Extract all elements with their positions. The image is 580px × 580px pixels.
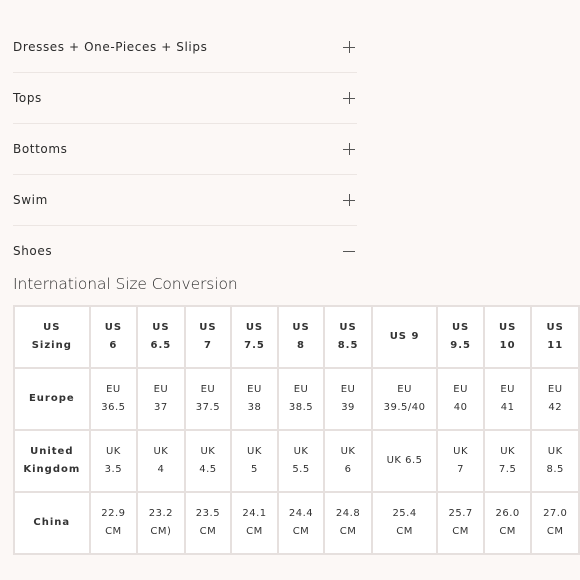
table-cell: EU 41 xyxy=(484,368,532,430)
accordion-label: Shoes xyxy=(13,244,53,258)
table-cell: US 7 xyxy=(185,306,232,368)
table-cell: US 10 xyxy=(484,306,532,368)
table-cell: EU 39 xyxy=(324,368,372,430)
size-table-container xyxy=(13,305,580,555)
plus-icon[interactable] xyxy=(343,41,355,53)
table-header-row xyxy=(14,306,579,368)
table-cell: 23.2 CM) xyxy=(137,492,185,554)
accordion-label: Swim xyxy=(13,193,48,207)
table-cell: US 8.5 xyxy=(324,306,372,368)
table-cell: 24.1 CM xyxy=(231,492,278,554)
minus-icon[interactable] xyxy=(343,245,355,257)
table-cell: 23.5 CM xyxy=(185,492,232,554)
table-cell: 24.4 CM xyxy=(278,492,325,554)
table-cell: US 9.5 xyxy=(437,306,484,368)
size-category-accordion xyxy=(13,22,357,276)
size-conversion-table xyxy=(13,305,580,555)
table-cell: US 6 xyxy=(90,306,138,368)
table-cell: 22.9 CM xyxy=(90,492,138,554)
table-cell: EU 37.5 xyxy=(185,368,232,430)
table-cell: UK 6.5 xyxy=(372,430,438,492)
accordion-label: Bottoms xyxy=(13,142,68,156)
table-cell: UK 5 xyxy=(231,430,278,492)
table-cell: US 9 xyxy=(372,306,438,368)
table-cell: EU 39.5/40 xyxy=(372,368,438,430)
table-cell: US 7.5 xyxy=(231,306,278,368)
plus-icon[interactable] xyxy=(343,92,355,104)
table-row-united-kingdom xyxy=(14,430,579,492)
table-cell: EU 36.5 xyxy=(90,368,138,430)
row-header-europe: Europe xyxy=(14,368,90,430)
table-cell: UK 4 xyxy=(137,430,185,492)
table-cell: 26.0 CM xyxy=(484,492,532,554)
table-cell: UK 3.5 xyxy=(90,430,138,492)
table-row-europe xyxy=(14,368,579,430)
table-cell: EU 38.5 xyxy=(278,368,325,430)
table-cell: UK 6 xyxy=(324,430,372,492)
accordion-label: Tops xyxy=(13,91,42,105)
table-row-china xyxy=(14,492,579,554)
row-header-united-kingdom: United Kingdom xyxy=(14,430,90,492)
table-cell: UK 8.5 xyxy=(531,430,579,492)
table-cell: 25.7 CM xyxy=(437,492,484,554)
table-cell: UK 7 xyxy=(437,430,484,492)
table-cell: EU 40 xyxy=(437,368,484,430)
row-header-us-sizing: US Sizing xyxy=(14,306,90,368)
accordion-item-swim[interactable] xyxy=(13,175,357,226)
table-cell: UK 5.5 xyxy=(278,430,325,492)
plus-icon[interactable] xyxy=(343,143,355,155)
table-cell: US 8 xyxy=(278,306,325,368)
table-cell: US 11 xyxy=(531,306,579,368)
section-title: International Size Conversion xyxy=(13,275,238,293)
accordion-item-tops[interactable] xyxy=(13,73,357,124)
row-header-china: China xyxy=(14,492,90,554)
table-cell: UK 7.5 xyxy=(484,430,532,492)
accordion-item-bottoms[interactable] xyxy=(13,124,357,175)
table-cell: 27.0 CM xyxy=(531,492,579,554)
table-cell: EU 37 xyxy=(137,368,185,430)
accordion-label: Dresses + One-Pieces + Slips xyxy=(13,40,208,54)
accordion-item-dresses[interactable] xyxy=(13,22,357,73)
accordion-item-shoes[interactable] xyxy=(13,226,357,276)
table-cell: EU 42 xyxy=(531,368,579,430)
table-cell: EU 38 xyxy=(231,368,278,430)
plus-icon[interactable] xyxy=(343,194,355,206)
table-cell: 25.4 CM xyxy=(372,492,438,554)
table-cell: UK 4.5 xyxy=(185,430,232,492)
table-cell: 24.8 CM xyxy=(324,492,372,554)
table-cell: US 6.5 xyxy=(137,306,185,368)
